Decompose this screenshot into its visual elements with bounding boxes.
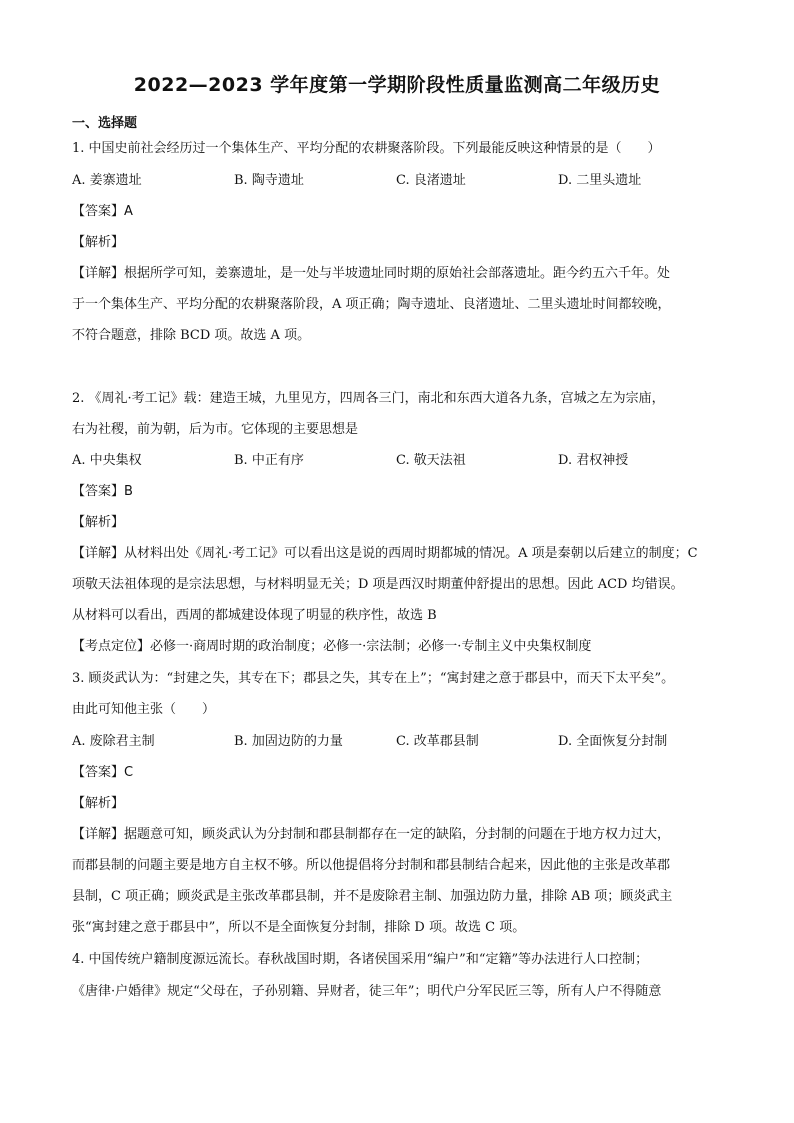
q1-option-a: A. 姜寨遗址	[72, 173, 142, 188]
q1-answer: 【答案】A	[72, 204, 133, 219]
q2-kaodian: 【考点定位】必修一·商周时期的政治制度；必修一·宗法制；必修一·专制主义中央集权制度	[72, 639, 592, 654]
q2-option-b: B. 中正有序	[234, 453, 304, 468]
q1-analysis-label: 【解析】	[72, 235, 125, 250]
q2-detail-line: 从材料可以看出，西周的都城建设体现了明显的秩序性，故选 B	[72, 608, 437, 623]
q3-analysis-label: 【解析】	[72, 796, 125, 811]
q1-option-b: B. 陶寺遗址	[234, 173, 304, 188]
question-2-stem: 右为社稷，前为朝，后为市。它体现的主要思想是	[72, 422, 359, 437]
question-4-stem: 4. 中国传统户籍制度源远流长。春秋战国时期，各诸侯国采用“编户”和“定籍”等办法进行人口控制；	[72, 952, 649, 967]
q2-analysis-label: 【解析】	[72, 515, 125, 530]
q2-option-d: D. 君权神授	[558, 453, 629, 468]
q2-option-a: A. 中央集权	[72, 453, 142, 468]
q3-answer: 【答案】C	[72, 765, 134, 780]
question-3-stem: 3. 顾炎武认为：“封建之失，其专在下；郡县之失，其专在上”；“寓封建之意于郡县中，而天下太平矣”。	[72, 671, 675, 686]
q2-answer: 【答案】B	[72, 484, 133, 499]
q2-detail-line: 项敬天法祖体现的是宗法思想，与材料明显无关；D 项是西汉时期董仲舒提出的思想。因此 ACD 均错误。	[72, 577, 684, 592]
question-3-stem: 由此可知他主张（ ）	[72, 702, 216, 717]
q3-detail-line: 县制，C 项正确；顾炎武是主张改革郡县制，并不是废除君主制、加强边防力量，排除 AB 项；顾炎武主	[72, 889, 673, 904]
q2-option-c: C. 敬天法祖	[396, 453, 466, 468]
q1-detail-line: 不符合题意，排除 BCD 项。故选 A 项。	[72, 328, 311, 343]
q2-detail-line: 【详解】从材料出处《周礼·考工记》可以看出这是说的西周时期都城的情况。A 项是秦朝以后建立的制度；C	[72, 546, 698, 561]
section-heading: 一、选择题	[72, 116, 138, 131]
q3-detail-line: 而郡县制的问题主要是地方自主权不够。所以他提倡将分封制和郡县制结合起来，因此他的主张是改革郡	[72, 858, 671, 873]
q3-option-a: A. 废除君主制	[72, 734, 155, 749]
q3-detail-line: 张“寓封建之意于郡县中”，所以不是全面恢复分封制，排除 D 项。故选 C 项。	[72, 920, 526, 935]
question-1-stem: 1. 中国史前社会经历过一个集体生产、平均分配的农耕聚落阶段。下列最能反映这种情景的是（ ）	[72, 141, 661, 156]
document-title: 2022—2023 学年度第一学期阶段性质量监测高二年级历史	[133, 74, 661, 96]
question-4-stem: 《唐律·户婚律》规定“父母在，子孙别籍、异财者，徒三年”；明代户分军民匠三等，所有人户不得随意	[72, 984, 662, 999]
q3-option-d: D. 全面恢复分封制	[558, 734, 668, 749]
q1-option-c: C. 良渚遗址	[396, 173, 466, 188]
q1-option-d: D. 二里头遗址	[558, 173, 642, 188]
q3-option-c: C. 改革郡县制	[396, 734, 479, 749]
q3-option-b: B. 加固边防的力量	[234, 734, 343, 749]
q1-detail-line: 于一个集体生产、平均分配的农耕聚落阶段，A 项正确；陶寺遗址、良渚遗址、二里头遗址时间都较晚，	[72, 297, 671, 312]
q3-detail-line: 【详解】据题意可知，顾炎武认为分封制和郡县制都存在一定的缺陷，分封制的问题在于地方权力过大，	[72, 827, 671, 842]
q1-detail-line: 【详解】根据所学可知，姜寨遗址，是一处与半坡遗址同时期的原始社会部落遗址。距今约五六千年。处	[72, 266, 671, 281]
question-2-stem: 2. 《周礼·考工记》载：建造王城，九里见方，四周各三门，南北和东西大道各九条，宫城之左为宗庙，	[72, 391, 665, 406]
